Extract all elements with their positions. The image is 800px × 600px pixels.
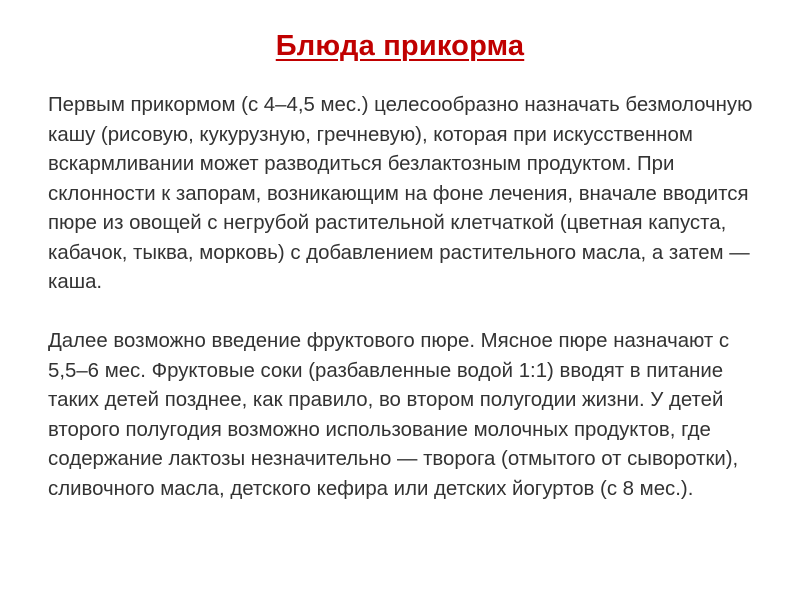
- paragraph-further-feeding: Далее возможно введение фруктового пюре. Мясное пюре назначают с 5,5–6 мес. Фруктовые соки (разбавленные водой 1:1) вводят в питание таких детей позднее, как правило, во втором полугодии жизни. У детей второго полугодия возможно использование молочных продуктов, где содержание лактозы незначительно — творога (отмытого от сыворотки), сливочного масла, детского кефира или детских йогуртов (с 8 мес.).: [48, 330, 739, 500]
- paragraph-first-feeding: Первым прикормом (с 4–4,5 мес.) целесообразно назначать безмолочную кашу (рисовую, кукурузную, гречневую), которая при искусственном вскармливании может разводиться безлактозным продуктом. При склонности к запорам, возникающим на фоне лечения, вначале вводится пюре из овощей с негрубой растительной клетчаткой (цветная капуста, кабачок, тыква, морковь) с добавлением растительного масла, а затем — каша.: [48, 94, 753, 293]
- slide-title: Блюда прикорма: [275, 30, 525, 62]
- paragraph-spacer: [48, 298, 772, 328]
- slide-body: [48, 91, 772, 504]
